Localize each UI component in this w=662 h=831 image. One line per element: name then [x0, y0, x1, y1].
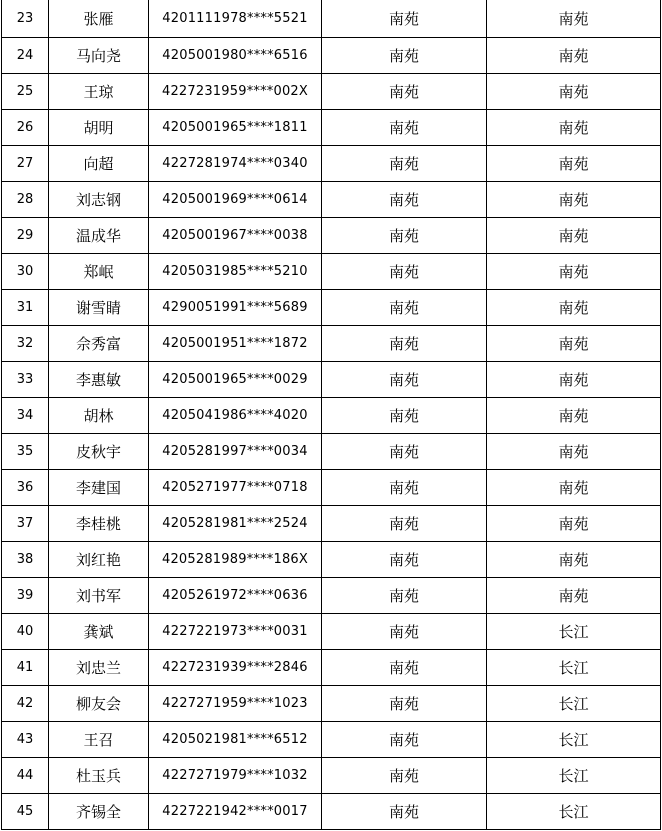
area-cell: 南苑: [487, 578, 661, 614]
table-row: [2, 434, 661, 470]
row-number-cell: 27: [2, 146, 49, 182]
unit-cell: 南苑: [322, 146, 487, 182]
table-row: [2, 650, 661, 686]
row-number-cell: 38: [2, 542, 49, 578]
unit-cell: 南苑: [322, 794, 487, 830]
table-row: [2, 686, 661, 722]
id-number-cell: 4205001965****1811: [149, 110, 322, 146]
table-row: [2, 398, 661, 434]
name-cell: 张雁: [49, 0, 149, 38]
name-cell: 王琼: [49, 74, 149, 110]
roster-table: [1, 0, 661, 830]
id-number-cell: 4201111978****5521: [149, 0, 322, 38]
area-cell: 南苑: [487, 434, 661, 470]
id-number-cell: 4205001980****6516: [149, 38, 322, 74]
unit-cell: 南苑: [322, 290, 487, 326]
id-number-cell: 4205041986****4020: [149, 398, 322, 434]
name-cell: 龚斌: [49, 614, 149, 650]
table-row: [2, 326, 661, 362]
name-cell: 马向尧: [49, 38, 149, 74]
area-cell: 南苑: [487, 326, 661, 362]
area-cell: 南苑: [487, 182, 661, 218]
unit-cell: 南苑: [322, 470, 487, 506]
table-row: [2, 38, 661, 74]
row-number-cell: 30: [2, 254, 49, 290]
area-cell: 南苑: [487, 74, 661, 110]
area-cell: 南苑: [487, 542, 661, 578]
unit-cell: 南苑: [322, 506, 487, 542]
unit-cell: 南苑: [322, 0, 487, 38]
name-cell: 李惠敏: [49, 362, 149, 398]
row-number-cell: 31: [2, 290, 49, 326]
row-number-cell: 25: [2, 74, 49, 110]
id-number-cell: 4227231939****2846: [149, 650, 322, 686]
name-cell: 王召: [49, 722, 149, 758]
table-row: [2, 542, 661, 578]
row-number-cell: 28: [2, 182, 49, 218]
area-cell: 南苑: [487, 0, 661, 38]
unit-cell: 南苑: [322, 38, 487, 74]
unit-cell: 南苑: [322, 362, 487, 398]
id-number-cell: 4205281989****186X: [149, 542, 322, 578]
id-number-cell: 4227221973****0031: [149, 614, 322, 650]
unit-cell: 南苑: [322, 686, 487, 722]
row-number-cell: 35: [2, 434, 49, 470]
name-cell: 佘秀富: [49, 326, 149, 362]
area-cell: 长江: [487, 614, 661, 650]
unit-cell: 南苑: [322, 182, 487, 218]
area-cell: 长江: [487, 650, 661, 686]
table-row: [2, 74, 661, 110]
row-number-cell: 23: [2, 0, 49, 38]
row-number-cell: 33: [2, 362, 49, 398]
id-number-cell: 4227271959****1023: [149, 686, 322, 722]
id-number-cell: 4290051991****5689: [149, 290, 322, 326]
area-cell: 南苑: [487, 290, 661, 326]
name-cell: 皮秋宇: [49, 434, 149, 470]
id-number-cell: 4227281974****0340: [149, 146, 322, 182]
table-row: [2, 506, 661, 542]
name-cell: 柳友会: [49, 686, 149, 722]
id-number-cell: 4205021981****6512: [149, 722, 322, 758]
name-cell: 刘忠兰: [49, 650, 149, 686]
area-cell: 南苑: [487, 146, 661, 182]
table-row: [2, 182, 661, 218]
table-row: [2, 0, 661, 38]
name-cell: 李桂桃: [49, 506, 149, 542]
row-number-cell: 26: [2, 110, 49, 146]
unit-cell: 南苑: [322, 74, 487, 110]
row-number-cell: 36: [2, 470, 49, 506]
id-number-cell: 4227221942****0017: [149, 794, 322, 830]
row-number-cell: 42: [2, 686, 49, 722]
id-number-cell: 4205031985****5210: [149, 254, 322, 290]
table-row: [2, 146, 661, 182]
unit-cell: 南苑: [322, 326, 487, 362]
name-cell: 刘志钢: [49, 182, 149, 218]
unit-cell: 南苑: [322, 542, 487, 578]
id-number-cell: 4205281981****2524: [149, 506, 322, 542]
name-cell: 胡明: [49, 110, 149, 146]
area-cell: 南苑: [487, 362, 661, 398]
name-cell: 胡林: [49, 398, 149, 434]
row-number-cell: 41: [2, 650, 49, 686]
row-number-cell: 32: [2, 326, 49, 362]
row-number-cell: 44: [2, 758, 49, 794]
area-cell: 南苑: [487, 506, 661, 542]
name-cell: 李建国: [49, 470, 149, 506]
id-number-cell: 4205281997****0034: [149, 434, 322, 470]
name-cell: 向超: [49, 146, 149, 182]
row-number-cell: 29: [2, 218, 49, 254]
name-cell: 郑岷: [49, 254, 149, 290]
unit-cell: 南苑: [322, 650, 487, 686]
unit-cell: 南苑: [322, 398, 487, 434]
area-cell: 南苑: [487, 110, 661, 146]
row-number-cell: 40: [2, 614, 49, 650]
area-cell: 长江: [487, 686, 661, 722]
area-cell: 长江: [487, 758, 661, 794]
table-row: [2, 614, 661, 650]
table-row: [2, 362, 661, 398]
unit-cell: 南苑: [322, 218, 487, 254]
table-row: [2, 578, 661, 614]
area-cell: 南苑: [487, 38, 661, 74]
row-number-cell: 39: [2, 578, 49, 614]
roster-table-body: [2, 0, 661, 830]
id-number-cell: 4227271979****1032: [149, 758, 322, 794]
table-row: [2, 290, 661, 326]
id-number-cell: 4205261972****0636: [149, 578, 322, 614]
row-number-cell: 45: [2, 794, 49, 830]
unit-cell: 南苑: [322, 578, 487, 614]
table-row: [2, 470, 661, 506]
table-row: [2, 758, 661, 794]
unit-cell: 南苑: [322, 722, 487, 758]
row-number-cell: 34: [2, 398, 49, 434]
area-cell: 长江: [487, 794, 661, 830]
unit-cell: 南苑: [322, 254, 487, 290]
unit-cell: 南苑: [322, 434, 487, 470]
table-row: [2, 218, 661, 254]
area-cell: 长江: [487, 722, 661, 758]
id-number-cell: 4205001967****0038: [149, 218, 322, 254]
area-cell: 南苑: [487, 218, 661, 254]
unit-cell: 南苑: [322, 614, 487, 650]
table-row: [2, 110, 661, 146]
unit-cell: 南苑: [322, 110, 487, 146]
id-number-cell: 4205001969****0614: [149, 182, 322, 218]
id-number-cell: 4205001951****1872: [149, 326, 322, 362]
area-cell: 南苑: [487, 470, 661, 506]
name-cell: 齐锡全: [49, 794, 149, 830]
id-number-cell: 4227231959****002X: [149, 74, 322, 110]
area-cell: 南苑: [487, 398, 661, 434]
id-number-cell: 4205271977****0718: [149, 470, 322, 506]
name-cell: 温成华: [49, 218, 149, 254]
table-row: [2, 794, 661, 830]
name-cell: 杜玉兵: [49, 758, 149, 794]
name-cell: 刘书军: [49, 578, 149, 614]
area-cell: 南苑: [487, 254, 661, 290]
table-row: [2, 254, 661, 290]
unit-cell: 南苑: [322, 758, 487, 794]
table-row: [2, 722, 661, 758]
row-number-cell: 24: [2, 38, 49, 74]
name-cell: 谢雪睛: [49, 290, 149, 326]
id-number-cell: 4205001965****0029: [149, 362, 322, 398]
row-number-cell: 43: [2, 722, 49, 758]
name-cell: 刘红艳: [49, 542, 149, 578]
row-number-cell: 37: [2, 506, 49, 542]
